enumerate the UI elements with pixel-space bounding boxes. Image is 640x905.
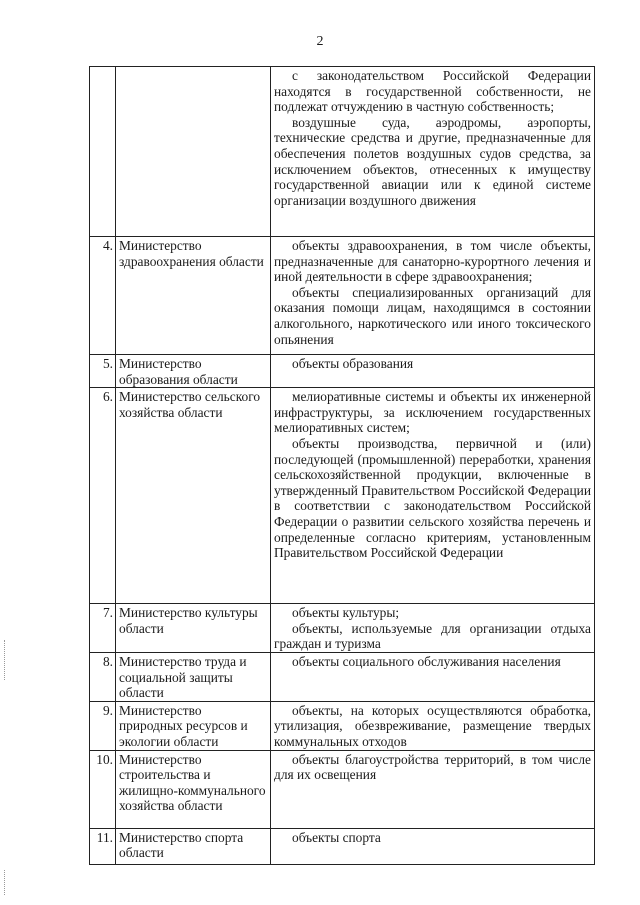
objects-paragraph: объекты здравоохранения, в том числе объекты, предназначенные для санаторно-курортного лечения и иной деятельности в сфере здравоохранения; xyxy=(274,238,591,285)
objects-paragraph: мелиоративные системы и объекты их инженерной инфраструктуры, за исключением государственных мелиоративных систем; xyxy=(274,389,591,436)
objects-cell xyxy=(271,701,595,750)
row-number: 10. xyxy=(90,750,116,828)
objects-paragraph: объекты спорта xyxy=(292,829,381,845)
row-number: 5. xyxy=(90,355,116,388)
table-row xyxy=(90,237,595,355)
table-row xyxy=(90,828,595,864)
row-number: 9. xyxy=(90,701,116,750)
table-row xyxy=(90,652,595,701)
objects-cell xyxy=(271,750,595,828)
table-row xyxy=(90,701,595,750)
objects-paragraph: воздушные суда, аэродромы, аэропорты, технические средства и другие, предназначенные для обеспечения полетов воздушных судов средства, за исключением объектов, отнесенных к имуществу государственной авиации или к единой системе организации воздушного движения xyxy=(274,114,591,208)
ministry-name: Министерство образования области xyxy=(116,355,271,388)
table-body xyxy=(90,67,595,865)
margin-mark xyxy=(4,640,6,680)
ministry-name: Министерство труда и социальной защиты области xyxy=(116,652,271,701)
table-row xyxy=(90,67,595,237)
objects-paragraph: объекты образования xyxy=(292,356,414,371)
objects-paragraph: объекты, на которых осуществляются обработка, утилизация, обезвреживание, размещение твердых коммунальных отходов xyxy=(274,702,591,749)
responsibility-table xyxy=(89,66,595,865)
table-row xyxy=(90,604,595,653)
table-row xyxy=(90,750,595,828)
objects-cell xyxy=(271,67,595,237)
table-row xyxy=(90,355,595,388)
table-row xyxy=(90,388,595,604)
ministry-name: Министерство строительства и жилищно-коммунального хозяйства области xyxy=(116,750,271,828)
objects-paragraph: объекты производства, первичной и (или) последующей (промышленной) переработки, хранения сельскохозяйственной продукции, включенные в утвержденный Правительством Российской Федерации в соответствии с законодательством Российской Федерации о развитии сельского хозяйства перечень и определенные согласно критериям, установленным Правительством Российской Федерации xyxy=(274,435,591,561)
objects-cell xyxy=(271,652,595,701)
objects-cell xyxy=(271,237,595,355)
ministry-name: Министерство природных ресурсов и экологии области xyxy=(116,701,271,750)
objects-paragraph: объекты, используемые для организации отдыха граждан и туризма xyxy=(274,620,591,652)
ministry-name: Министерство культуры области xyxy=(116,604,271,653)
page-number: 2 xyxy=(316,34,324,49)
objects-paragraph: с законодательством Российской Федерации находятся в государственной собственности, не подлежат отчуждению в частную собственность; xyxy=(274,68,591,115)
ministry-name xyxy=(116,67,271,237)
objects-paragraph: объекты благоустройства территорий, в том числе для их освещения xyxy=(274,751,591,783)
margin-mark xyxy=(4,870,6,895)
objects-paragraph: объекты культуры; xyxy=(292,605,400,621)
ministry-name: Министерство здравоохранения области xyxy=(116,237,271,355)
objects-cell xyxy=(271,388,595,604)
objects-cell xyxy=(271,604,595,653)
row-number: 4. xyxy=(90,237,116,355)
row-number: 11. xyxy=(90,828,116,864)
objects-paragraph: объекты специализированных организаций для оказания помощи лицам, находящимся в состоянии алкогольного, наркотического или иного токсического опьянения xyxy=(274,284,591,347)
objects-cell xyxy=(271,355,595,388)
row-number xyxy=(90,67,116,237)
objects-cell xyxy=(271,828,595,864)
objects-paragraph: объекты социального обслуживания населения xyxy=(292,653,561,669)
ministry-name: Министерство сельского хозяйства области xyxy=(116,388,271,604)
row-number: 6. xyxy=(90,388,116,604)
row-number: 7. xyxy=(90,604,116,653)
row-number: 8. xyxy=(90,652,116,701)
ministry-name: Министерство спорта области xyxy=(116,828,271,864)
